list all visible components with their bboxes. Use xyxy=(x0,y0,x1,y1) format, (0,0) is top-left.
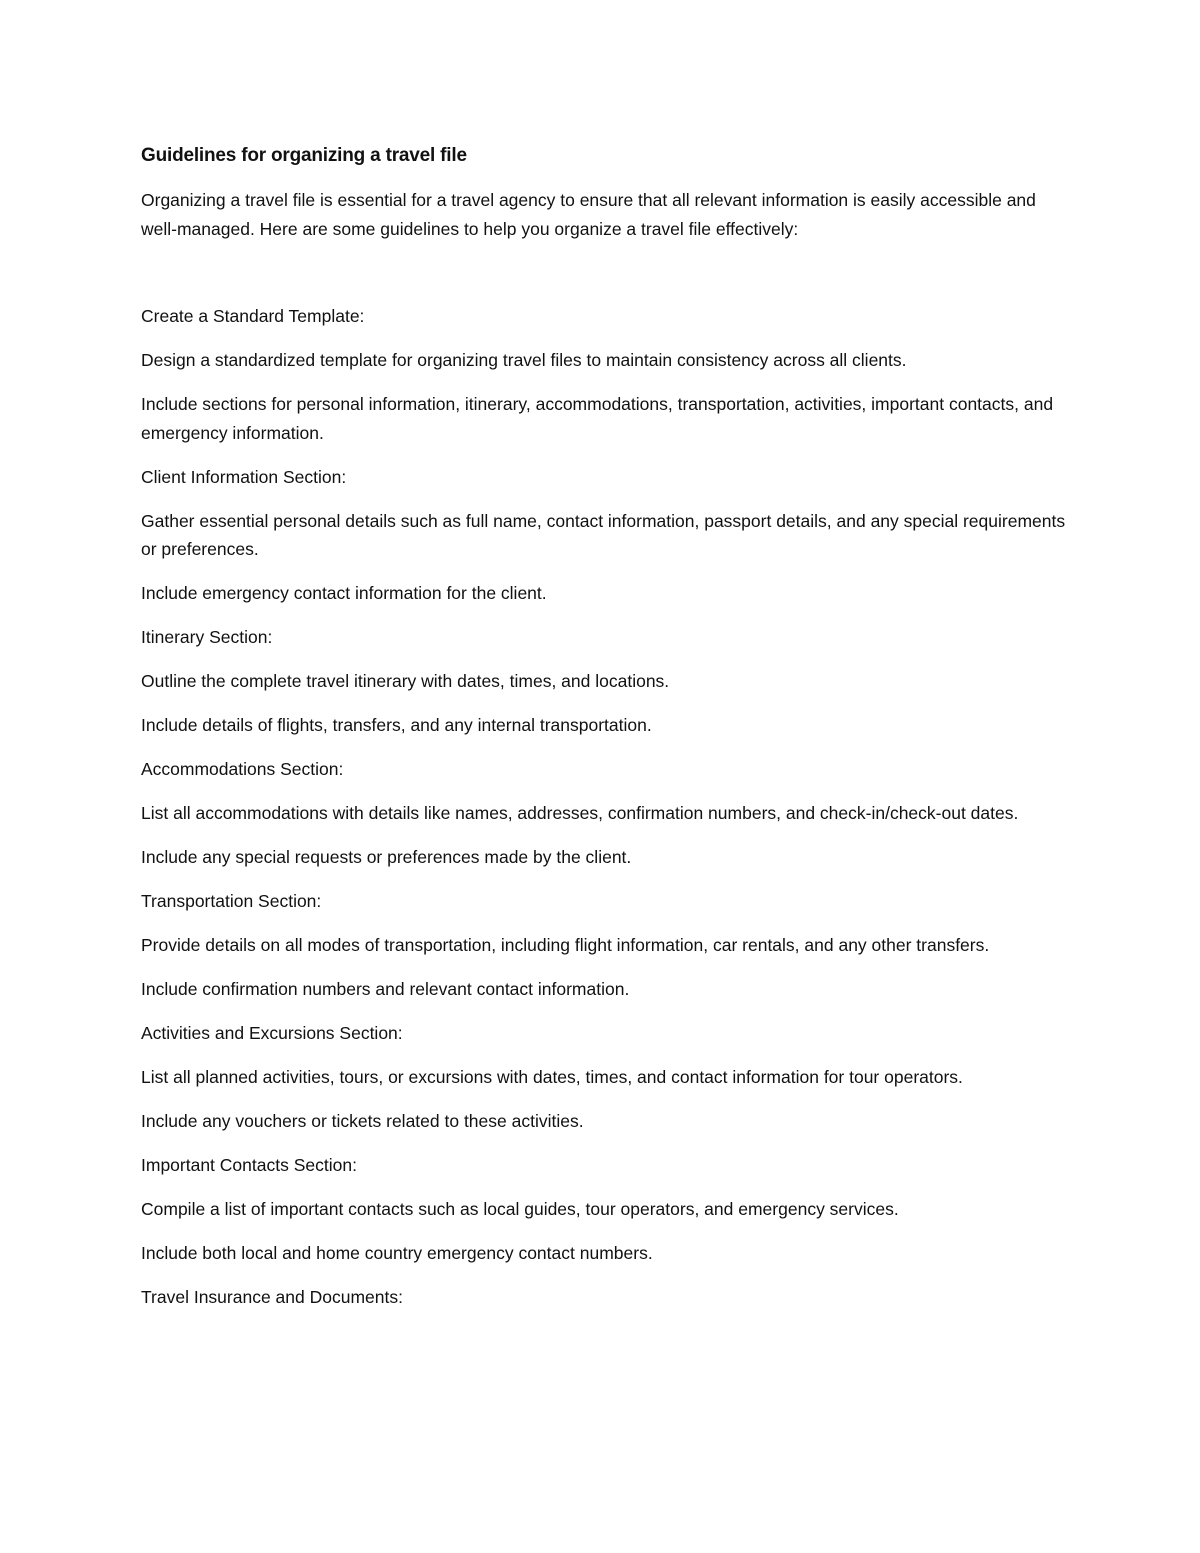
paragraph: Outline the complete travel itinerary with dates, times, and locations. xyxy=(141,671,670,691)
section-heading-accommodations: Accommodations Section: xyxy=(141,759,344,779)
section-heading-client-information: Client Information Section: xyxy=(141,466,347,487)
section-heading-important-contacts: Important Contacts Section: xyxy=(141,1155,357,1175)
paragraph: Include emergency contact information for the client. xyxy=(141,583,547,603)
paragraph: List all planned activities, tours, or excursions with dates, times, and contact information for tour operators. xyxy=(141,1067,963,1087)
paragraph: Include any vouchers or tickets related to these activities. xyxy=(141,1111,584,1131)
document-title: Guidelines for organizing a travel file xyxy=(141,145,467,166)
paragraph: Include both local and home country emergency contact numbers. xyxy=(141,1243,653,1263)
section-heading-transportation: Transportation Section: xyxy=(141,891,322,911)
paragraph: Provide details on all modes of transportation, including flight information, car rentals, and any other transfers. xyxy=(141,935,990,955)
paragraph: Include sections for personal information, itinerary, accommodations, transportation, activities, important contacts, and emergency information. xyxy=(141,394,1054,443)
paragraph: Compile a list of important contacts such as local guides, tour operators, and emergency services. xyxy=(141,1199,899,1219)
paragraph: Gather essential personal details such as full name, contact information, passport details, and any special requirements or preferences. xyxy=(141,510,1066,559)
section-heading-travel-insurance: Travel Insurance and Documents: xyxy=(141,1287,403,1307)
paragraph: Include any special requests or preferences made by the client. xyxy=(141,847,632,867)
paragraph: Include confirmation numbers and relevant contact information. xyxy=(141,979,630,999)
paragraph: List all accommodations with details like names, addresses, confirmation numbers, and check-in/check-out dates. xyxy=(141,803,1019,823)
paragraph: Include details of flights, transfers, and any internal transportation. xyxy=(141,715,652,735)
paragraph: Design a standardized template for organizing travel files to maintain consistency across all clients. xyxy=(141,350,907,370)
section-heading-itinerary: Itinerary Section: xyxy=(141,627,273,647)
document-body xyxy=(141,142,1066,1327)
section-heading-template: Create a Standard Template: xyxy=(141,306,365,326)
section-heading-activities: Activities and Excursions Section: xyxy=(141,1023,403,1043)
intro-paragraph: Organizing a travel file is essential for a travel agency to ensure that all relevant information is easily accessible and well-managed. Here are some guidelines to help you organize a travel file effectively: xyxy=(141,190,1036,239)
